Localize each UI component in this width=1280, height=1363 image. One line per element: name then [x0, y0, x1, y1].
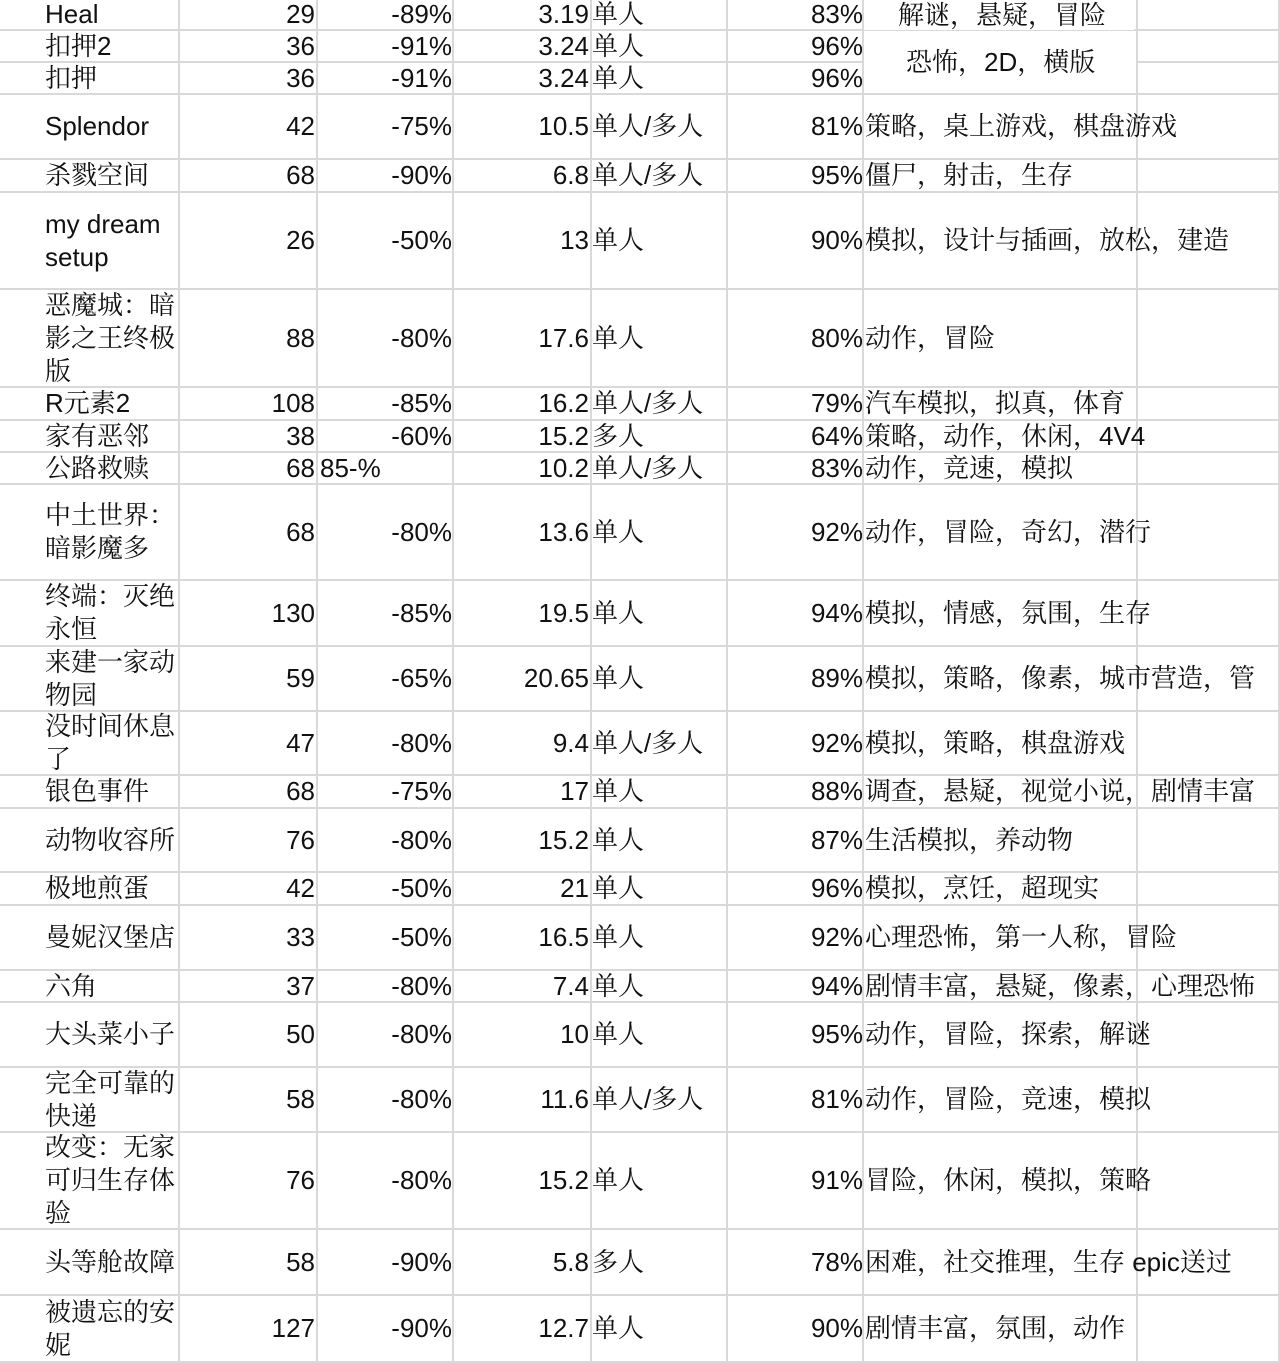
table-row [0, 1230, 1280, 1296]
cell-original-price[interactable]: 68 [286, 776, 315, 806]
cell-original-price[interactable]: 59 [286, 663, 315, 693]
cell-name[interactable]: 动物收容所 [45, 824, 176, 855]
table-row [0, 421, 1280, 453]
cell-rating[interactable]: 89% [810, 663, 863, 693]
cell-name[interactable]: 恶魔城：暗影之王终极版 [45, 289, 176, 386]
table-row [0, 1296, 1280, 1363]
cell-sale-price[interactable]: 10 [560, 1019, 589, 1049]
cell-player-mode[interactable]: 单人 [592, 663, 645, 693]
cell-original-price[interactable]: 33 [286, 922, 315, 952]
table-row [0, 453, 1280, 485]
cell-player-mode[interactable]: 单人 [592, 776, 645, 806]
cell-tags[interactable]: 困难，社交推理，生存 epic送过 [865, 1246, 1232, 1277]
cell-original-price[interactable]: 76 [286, 824, 315, 855]
cell-sale-price[interactable]: 5.8 [552, 1246, 589, 1277]
cell-tags[interactable]: 模拟，设计与插画，放松，建造 [865, 225, 1230, 255]
cell-player-mode[interactable]: 单人/多人 [592, 160, 704, 190]
cell-rating[interactable]: 96% [810, 30, 863, 61]
cell-name[interactable]: 扣押 [45, 62, 98, 93]
table-row [0, 809, 1280, 873]
cell-rating[interactable]: 83% [810, 0, 863, 29]
cell-tags[interactable]: 动作，冒险，竞速，模拟 [865, 1084, 1152, 1114]
table-row [0, 193, 1280, 290]
cell-player-mode[interactable]: 单人 [592, 0, 645, 29]
table-row [0, 290, 1280, 388]
cell-rating[interactable]: 96% [810, 62, 863, 93]
cell-sale-price[interactable]: 10.5 [538, 111, 589, 141]
cell-tags[interactable]: 模拟，策略，棋盘游戏 [865, 727, 1126, 758]
cell-name[interactable]: 曼妮汉堡店 [45, 922, 176, 952]
table-row [0, 1003, 1280, 1068]
cell-sale-price[interactable]: 16.2 [538, 388, 589, 418]
cell-original-price[interactable]: 58 [286, 1246, 315, 1277]
cell-discount[interactable]: -75% [391, 111, 452, 141]
merged-tag-text: 恐怖，2D，横版 [906, 46, 1096, 77]
table-row [0, 906, 1280, 971]
cell-name[interactable]: Splendor [45, 111, 150, 141]
cell-discount[interactable]: -89% [391, 0, 452, 29]
cell-tags[interactable]: 冒险，休闲，模拟，策略 [865, 1165, 1152, 1195]
cell-discount[interactable]: -80% [391, 322, 452, 353]
cell-player-mode[interactable]: 单人 [592, 30, 645, 61]
cell-sale-price[interactable]: 17.6 [538, 322, 589, 353]
cell-player-mode[interactable]: 单人/多人 [592, 388, 704, 418]
cell-player-mode[interactable]: 单人 [592, 62, 645, 93]
cell-rating[interactable]: 92% [810, 922, 863, 952]
table-row [0, 776, 1280, 809]
cell-name[interactable]: 六角 [45, 970, 98, 1001]
cell-sale-price[interactable]: 9.4 [552, 727, 589, 758]
cell-player-mode[interactable]: 多人 [592, 1246, 645, 1277]
cell-sale-price[interactable]: 3.24 [538, 62, 589, 93]
cell-tags[interactable]: 动作，冒险，探索，解谜 [865, 1019, 1152, 1049]
cell-player-mode[interactable]: 单人/多人 [592, 1084, 704, 1114]
cell-tags[interactable]: 动作，冒险，奇幻，潜行 [865, 516, 1152, 547]
table-row [0, 647, 1280, 712]
cell-rating[interactable]: 79% [810, 388, 863, 418]
cell-sale-price[interactable]: 19.5 [538, 597, 589, 628]
cell-rating[interactable]: 92% [810, 727, 863, 758]
cell-discount[interactable]: -60% [391, 420, 452, 451]
cell-original-price[interactable]: 42 [286, 873, 315, 903]
cell-player-mode[interactable]: 单人 [592, 597, 645, 628]
cell-rating[interactable]: 94% [810, 970, 863, 1001]
cell-tags[interactable]: 策略，桌上游戏，棋盘游戏 [865, 111, 1178, 141]
cell-rating[interactable]: 87% [810, 824, 863, 855]
cell-original-price[interactable]: 47 [286, 727, 315, 758]
cell-discount[interactable]: -85% [391, 388, 452, 418]
cell-tags[interactable]: 剧情丰富，氛围，动作 [865, 1313, 1126, 1343]
cell-name[interactable]: 没时间休息了 [45, 711, 176, 774]
cell-rating[interactable]: 81% [810, 1084, 863, 1114]
cell-tags[interactable]: 模拟，策略，像素，城市营造，管 [865, 663, 1256, 693]
cell-rating[interactable]: 80% [810, 322, 863, 353]
cell-rating[interactable]: 91% [810, 1165, 863, 1195]
cell-rating[interactable]: 95% [810, 160, 863, 190]
cell-name[interactable]: 中土世界：暗影魔多 [45, 500, 176, 563]
cell-name[interactable]: 大头菜小子 [45, 1019, 176, 1049]
cell-discount[interactable]: -80% [391, 824, 452, 855]
cell-sale-price[interactable]: 17 [560, 776, 589, 806]
cell-sale-price[interactable]: 15.2 [538, 420, 589, 451]
cell-original-price[interactable]: 50 [286, 1019, 315, 1049]
cell-rating[interactable]: 95% [810, 1019, 863, 1049]
cell-discount[interactable]: -80% [391, 970, 452, 1001]
cell-discount[interactable]: -65% [391, 663, 452, 693]
merged-tag-cell-heal[interactable] [864, 0, 1134, 30]
table-row [0, 1133, 1280, 1230]
cell-player-mode[interactable]: 单人 [592, 1019, 645, 1049]
cell-tags[interactable]: 策略，动作，休闲，4V4 [865, 420, 1146, 451]
table-row [0, 160, 1280, 193]
table-row [0, 388, 1280, 421]
cell-original-price[interactable]: 38 [286, 420, 315, 451]
cell-tags[interactable]: 僵尸，射击，生存 [865, 160, 1074, 190]
cell-tags[interactable]: 动作，竞速，模拟 [865, 452, 1074, 483]
merged-tag-text: 解谜，悬疑，冒险 [898, 0, 1107, 30]
cell-discount[interactable]: -80% [391, 1019, 452, 1049]
cell-original-price[interactable]: 68 [286, 452, 315, 483]
cell-discount[interactable]: -50% [391, 922, 452, 952]
cell-name[interactable]: 扣押2 [45, 30, 112, 61]
cell-player-mode[interactable]: 单人/多人 [592, 727, 704, 758]
cell-name[interactable]: 杀戮空间 [45, 160, 150, 190]
cell-tags[interactable]: 生活模拟，养动物 [865, 824, 1074, 855]
cell-discount[interactable]: -91% [391, 62, 452, 93]
cell-sale-price[interactable]: 16.5 [538, 922, 589, 952]
cell-sale-price[interactable]: 13.6 [538, 516, 589, 547]
cell-sale-price[interactable]: 13 [560, 225, 589, 255]
cell-name[interactable]: 公路救赎 [45, 452, 150, 483]
cell-sale-price[interactable]: 12.7 [538, 1313, 589, 1343]
cell-discount[interactable]: -50% [391, 225, 452, 255]
table-row [0, 95, 1280, 160]
cell-sale-price[interactable]: 11.6 [540, 1084, 589, 1114]
table-row [0, 485, 1280, 581]
cell-rating[interactable]: 78% [810, 1246, 863, 1277]
cell-original-price[interactable]: 68 [286, 516, 315, 547]
cell-name[interactable]: 家有恶邻 [45, 420, 150, 451]
cell-tags[interactable]: 动作，冒险 [865, 322, 996, 353]
cell-player-mode[interactable]: 多人 [592, 420, 645, 451]
cell-sale-price[interactable]: 3.19 [538, 0, 589, 29]
table-row [0, 873, 1280, 906]
cell-original-price[interactable]: 88 [286, 322, 315, 353]
cell-name[interactable]: 来建一家动物园 [45, 646, 176, 710]
cell-name[interactable]: 改变：无家可归生存体验 [45, 1132, 176, 1228]
cell-sale-price[interactable]: 15.2 [538, 1165, 589, 1195]
table-row [0, 1068, 1280, 1133]
cell-name[interactable]: 被遗忘的安妮 [45, 1296, 176, 1360]
cell-player-mode[interactable]: 单人 [592, 1165, 645, 1195]
cell-name[interactable]: 极地煎蛋 [45, 873, 150, 903]
cell-tags[interactable]: 汽车模拟，拟真，体育 [865, 388, 1126, 418]
cell-sale-price[interactable]: 7.4 [552, 970, 589, 1001]
cell-name[interactable]: Heal [45, 0, 99, 29]
cell-discount[interactable]: -90% [391, 160, 452, 190]
cell-original-price[interactable]: 130 [271, 597, 315, 628]
cell-discount[interactable]: -80% [391, 516, 452, 547]
cell-player-mode[interactable]: 单人 [592, 824, 645, 855]
cell-discount[interactable]: -75% [391, 776, 452, 806]
cell-name[interactable]: 银色事件 [45, 776, 150, 806]
cell-tags[interactable]: 调查，悬疑，视觉小说，剧情丰富 [865, 776, 1256, 806]
table-row [0, 712, 1280, 776]
cell-player-mode[interactable]: 单人 [592, 516, 645, 547]
cell-discount[interactable]: -91% [391, 30, 452, 61]
cell-rating[interactable]: 94% [810, 597, 863, 628]
cell-rating[interactable]: 90% [810, 1313, 863, 1343]
cell-original-price[interactable]: 37 [286, 970, 315, 1001]
cell-rating[interactable]: 96% [810, 873, 863, 903]
cell-sale-price[interactable]: 6.8 [552, 160, 589, 190]
cell-sale-price[interactable]: 10.2 [538, 452, 589, 483]
cell-discount[interactable]: -90% [391, 1246, 452, 1277]
cell-sale-price[interactable]: 3.24 [538, 30, 589, 61]
cell-original-price[interactable]: 58 [286, 1084, 315, 1114]
cell-original-price[interactable]: 76 [286, 1165, 315, 1195]
cell-original-price[interactable]: 36 [286, 62, 315, 93]
cell-sale-price[interactable]: 21 [560, 873, 589, 903]
cell-original-price[interactable]: 36 [286, 30, 315, 61]
cell-player-mode[interactable]: 单人 [592, 922, 645, 952]
merged-tag-cell-kouya[interactable] [864, 31, 1136, 93]
cell-discount[interactable]: -90% [391, 1313, 452, 1343]
cell-discount[interactable]: -50% [391, 873, 452, 903]
cell-original-price[interactable]: 108 [271, 388, 315, 418]
cell-original-price[interactable]: 127 [271, 1313, 315, 1343]
cell-player-mode[interactable]: 单人 [592, 1313, 645, 1343]
cell-name[interactable]: 完全可靠的快递 [45, 1067, 176, 1131]
cell-discount[interactable]: -80% [391, 1084, 452, 1114]
cell-tags[interactable]: 剧情丰富，悬疑，像素，心理恐怖 [865, 970, 1256, 1001]
cell-name[interactable]: my dream setup [45, 208, 161, 272]
cell-discount[interactable]: -80% [391, 727, 452, 758]
cell-original-price[interactable]: 26 [286, 225, 315, 255]
cell-discount[interactable]: -80% [391, 1165, 452, 1195]
table-row [0, 971, 1280, 1003]
cell-player-mode[interactable]: 单人 [592, 225, 645, 255]
cell-rating[interactable]: 64% [810, 420, 863, 451]
cell-rating[interactable]: 81% [810, 111, 863, 141]
cell-sale-price[interactable]: 20.65 [523, 663, 589, 693]
cell-discount[interactable]: -85% [391, 597, 452, 628]
cell-rating[interactable]: 92% [810, 516, 863, 547]
cell-sale-price[interactable]: 15.2 [538, 824, 589, 855]
cell-original-price[interactable]: 42 [286, 111, 315, 141]
cell-player-mode[interactable]: 单人/多人 [592, 111, 704, 141]
cell-tags[interactable]: 模拟，情感，氛围，生存 [865, 597, 1152, 628]
cell-tags[interactable]: 模拟，烹饪，超现实 [865, 873, 1100, 903]
cell-player-mode[interactable]: 单人 [592, 873, 645, 903]
cell-name[interactable]: 终端：灭绝永恒 [45, 581, 176, 644]
cell-rating[interactable]: 90% [810, 225, 863, 255]
cell-discount[interactable]: 85-% [320, 452, 381, 483]
cell-name[interactable]: R元素2 [45, 388, 131, 418]
cell-player-mode[interactable]: 单人/多人 [592, 452, 704, 483]
cell-rating[interactable]: 88% [810, 776, 863, 806]
cell-player-mode[interactable]: 单人 [592, 322, 645, 353]
cell-rating[interactable]: 83% [810, 452, 863, 483]
cell-original-price[interactable]: 29 [286, 0, 315, 29]
cell-name[interactable]: 头等舱故障 [45, 1246, 176, 1277]
cell-player-mode[interactable]: 单人 [592, 970, 645, 1001]
table-row [0, 581, 1280, 647]
cell-original-price[interactable]: 68 [286, 160, 315, 190]
cell-tags[interactable]: 心理恐怖，第一人称，冒险 [865, 922, 1178, 952]
